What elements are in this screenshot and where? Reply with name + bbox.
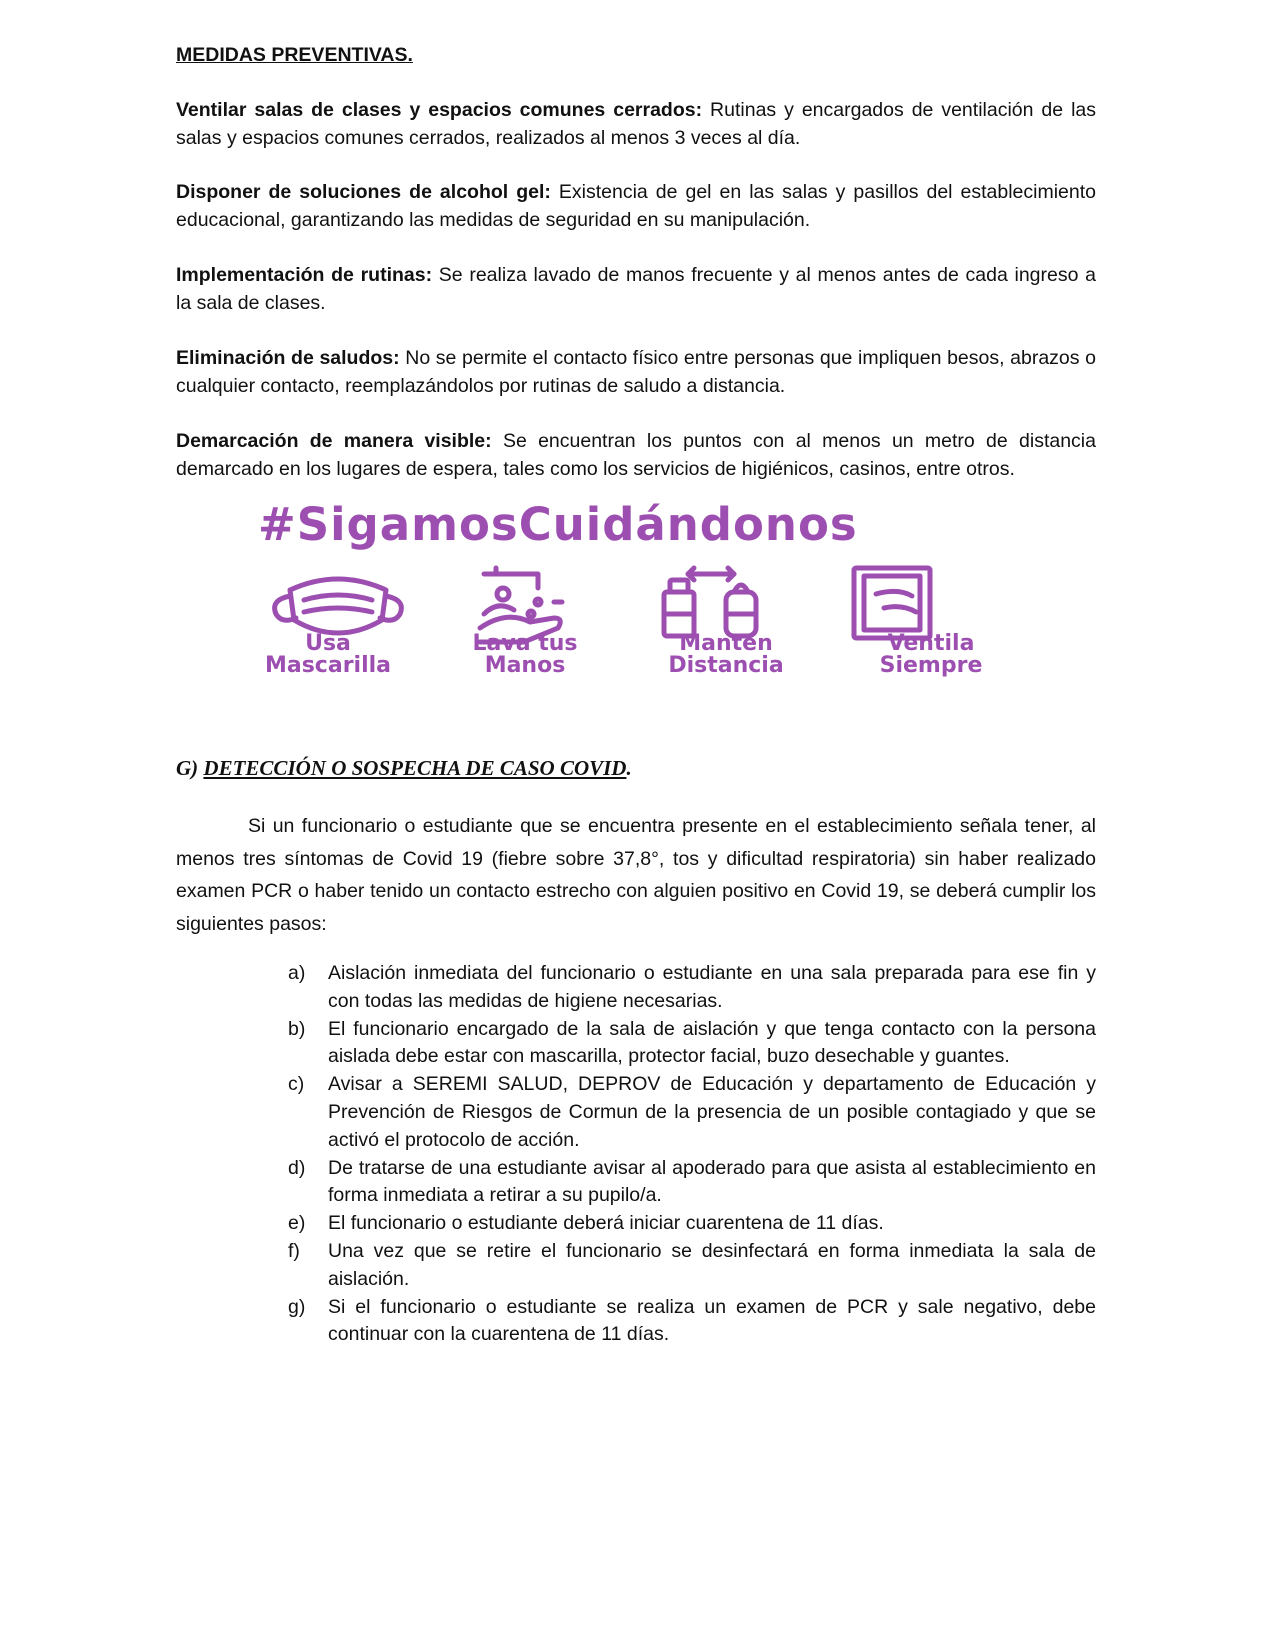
measure-label: Ventilar salas de clases y espacios comunes cerrados: [176,99,703,121]
measure-label: Implementación de rutinas: [176,264,433,286]
section-title [176,756,632,781]
measure-ventilation [176,97,1096,152]
social-distance-icon [664,568,756,636]
list-item-text: El funcionario o estudiante deberá iniciar cuarentena de 11 días. [328,1212,884,1235]
section-prefix: G) [176,756,204,780]
measure-text: Se realiza lavado de manos frecuente y al menos antes de cada ingreso a la sala de clases. [176,264,1096,314]
banner-label-line: Siempre [879,653,983,678]
banner-label-line: Ventila [887,631,975,656]
list-item-text: Avisar a SEREMI SALUD, DEPROV de Educación y departamento de Educación y Prevención de Riesgos de Cormun de la presencia de un posible contagiado y que se activó el protocolo de acción. [328,1073,1096,1151]
list-item [288,1071,1096,1154]
list-marker: a) [288,962,306,984]
intro-text: Si un funcionario o estudiante que se encuentra presente en el establecimiento señala tener, al menos tres síntomas de Covid 19 (fiebre sobre 37,8°, tos y dificultad respiratoria) sin haber realizado examen PCR o haber tenido un contacto estrecho con alguien positivo en Covid 19, se deberá cumplir los siguientes pasos: [176,815,1096,935]
list-marker: d) [288,1156,306,1179]
window-ventilate-icon [854,568,930,638]
list-item-text: Aislación inmediata del funcionario o estudiante en una sala preparada para ese fin y con todas las medidas de higiene necesarias. [328,962,1096,1012]
list-item-text: El funcionario encargado de la sala de aislación y que tenga contacto con la persona aislada debe estar con mascarilla, protector facial, buzo desechable y guantes. [328,1017,1096,1068]
measure-label: Eliminación de saludos: [176,347,400,369]
banner-label-wash [440,633,610,677]
list-item [288,1210,1096,1238]
measure-demarcation [176,428,1096,483]
list-item [288,960,1096,1016]
banner-label-line: Mantén [679,631,773,656]
measure-text: Se encuentran los puntos con al menos un metro de distancia demarcado en los lugares de espera, tales como los servicios de higiénicos, casinos, entre otros. [176,430,1096,480]
list-marker: c) [288,1073,305,1096]
measure-label: Demarcación de manera visible: [176,430,492,452]
section-suffix: . [626,756,632,780]
steps-list [288,960,1096,1349]
section-title-text: DETECCIÓN O SOSPECHA DE CASO COVID [203,756,627,780]
measure-greetings [176,345,1096,400]
measure-text: Rutinas y encargados de ventilación de las salas y espacios comunes cerrados, realizados al menos 3 veces al día. [176,99,1096,149]
banner-hashtag: #SigamosCuidándonos [258,498,858,551]
list-marker: f) [288,1239,300,1262]
intro-paragraph [176,810,1096,940]
measure-text: No se permite el contacto físico entre personas que impliquen besos, abrazos o cualquier contacto, reemplazándolos por rutinas de saludo a distancia. [176,347,1096,397]
banner-label-line: Lava tus [472,631,578,656]
banner-label-line: Mascarilla [264,653,392,678]
list-item [288,1155,1096,1211]
face-mask-icon [275,579,402,633]
list-item-text: Una vez que se retire el funcionario se desinfectará en forma inmediata la sala de aislación. [328,1239,1096,1290]
banner-label-distance [636,633,816,677]
list-item [288,1016,1096,1072]
heading-preventive-measures: MEDIDAS PREVENTIVAS. [176,44,413,66]
banner-label-mask [243,633,413,677]
list-item-text: Si el funcionario o estudiante se realiza un examen de PCR y sale negativo, debe continuar con la cuarentena de 11 días. [328,1295,1096,1346]
banner-label-line: Usa [305,631,351,656]
measure-alcohol-gel [176,179,1096,234]
list-item [288,1238,1096,1294]
list-marker: b) [288,1017,306,1040]
measure-text: Existencia de gel en las salas y pasillos del establecimiento educacional, garantizando las medidas de seguridad en su manipulación. [176,181,1096,231]
list-item-text: De tratarse de una estudiante avisar al apoderado para que asista al establecimiento en forma inmediata a retirar a su pupilo/a. [328,1156,1096,1207]
measure-routines [176,262,1096,317]
list-marker: e) [288,1212,306,1235]
banner-label-ventilate [846,633,1016,677]
banner-label-line: Distancia [668,653,784,678]
list-marker: g) [288,1295,306,1318]
banner-label-line: Manos [484,653,566,678]
measure-label: Disponer de soluciones de alcohol gel: [176,181,551,203]
list-item [288,1294,1096,1350]
